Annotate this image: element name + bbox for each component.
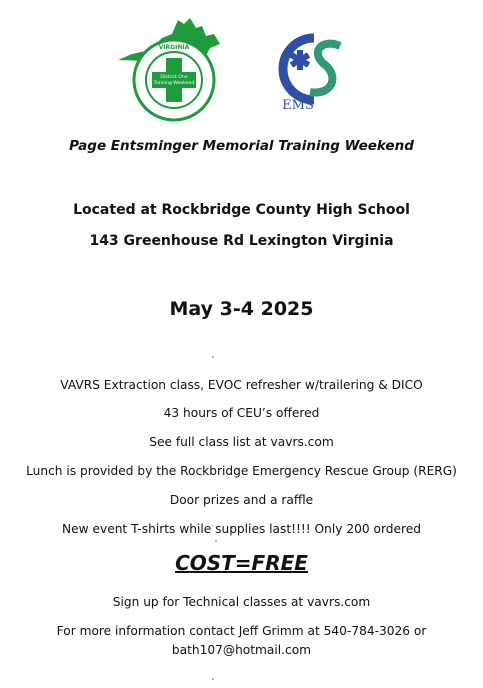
virginia-rescue-squads-logo — [110, 14, 228, 124]
star-of-life-icon — [270, 30, 360, 114]
event-title: Page Entsminger Memorial Training Weekend — [69, 138, 414, 154]
detail-class-list: See full class list at vavrs.com — [149, 435, 334, 449]
detail-prizes: Door prizes and a raffle — [169, 493, 314, 507]
seal-ring-text: VIRGINIA — [158, 44, 190, 51]
virginia-seal-icon — [110, 14, 228, 124]
detail-tshirts: New event T-shirts while supplies last!!!! Only 200 ordered — [62, 522, 421, 536]
seal-center-text: District One — [160, 75, 188, 80]
svg-text:Training Weekend: Training Weekend — [153, 81, 195, 86]
detail-lunch: Lunch is provided by the Rockbridge Emergency Rescue Group (RERG) — [26, 464, 457, 478]
detail-extraction: VAVRS Extraction class, EVOC refresher w/trailering & DICO — [60, 378, 423, 392]
scan-speck — [212, 356, 214, 358]
cost-label: COST=FREE — [175, 551, 308, 575]
cs-ems-logo — [270, 30, 360, 114]
contact-line-1: For more information contact Jeff Grimm at 540-784-3026 or — [56, 624, 427, 638]
event-date: May 3-4 2025 — [169, 298, 314, 320]
scan-speck — [212, 678, 214, 680]
detail-ceu: 43 hours of CEU’s offered — [163, 406, 320, 420]
contact-email: bath107@hotmail.com — [171, 643, 312, 657]
signup-text: Sign up for Technical classes at vavrs.com — [112, 595, 371, 609]
scan-speck — [215, 540, 217, 542]
ems-text: EMS — [282, 98, 314, 113]
location-line-1: Located at Rockbridge County High School — [73, 202, 410, 218]
location-line-2: 143 Greenhouse Rd Lexington Virginia — [89, 233, 394, 249]
